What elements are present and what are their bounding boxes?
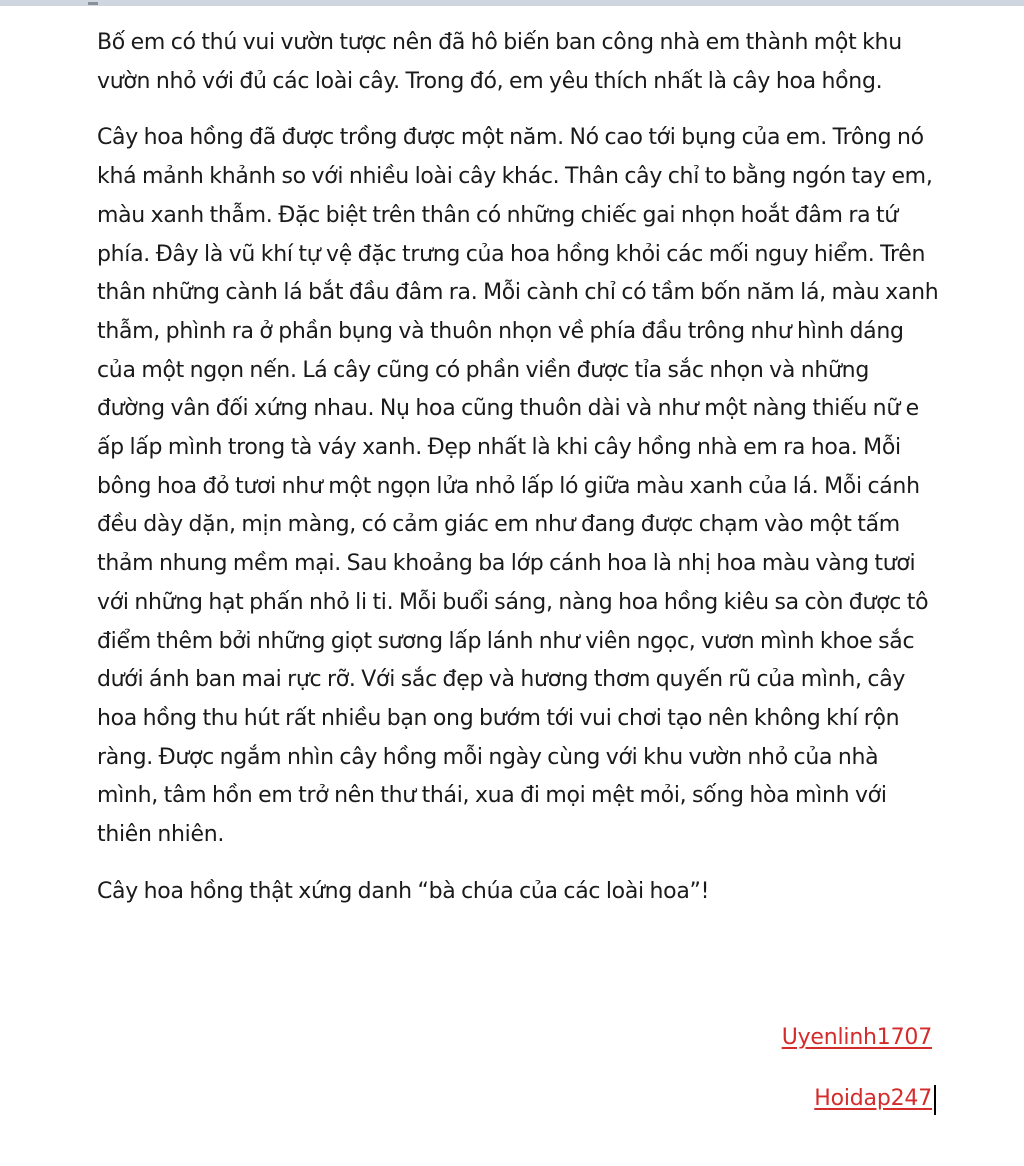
author-signature-link[interactable]: Uyenlinh1707 <box>781 1025 932 1050</box>
paragraph-intro: Bố em có thú vui vườn tược nên đã hô biến ban công nhà em thành một khu vườn nhỏ với đủ các loài cây. Trong đó, em yêu thích nhất là cây hoa hồng. <box>97 30 902 94</box>
text-cursor <box>934 1085 936 1115</box>
signature-block <box>782 1024 932 1113</box>
document-body <box>97 24 942 911</box>
window-top-edge <box>0 0 1024 6</box>
paragraph-description: Cây hoa hồng đã được trồng được một năm. Nó cao tới bụng của em. Trông nó khá mảnh khảnh so với nhiều loài cây khác. Thân cây chỉ to bằng ngón tay em, màu xanh thẫm. Đặc biệt trên thân có những chiếc gai nhọn hoắt đâm ra tứ phía. Đây là vũ khí tự vệ đặc trưng của hoa hồng khỏi các mối nguy hiểm. Trên thân những cành lá bắt đầu đâm ra. Mỗi cành chỉ có tầm bốn năm lá, màu xanh thẫm, phình ra ở phần bụng và thuôn nhọn về phía đầu trông như hình dáng của một ngọn nến. Lá cây cũng có phần viền được tỉa sắc nhọn và những đường vân đối xứng nhau. Nụ hoa cũng thuôn dài và như một nàng thiếu nữ e ấp lấp mình trong tà váy xanh. Đẹp nhất là khi cây hồng nhà em ra hoa. Mỗi bông hoa đỏ tươi như một ngọn lửa nhỏ lấp ló giữa màu xanh của lá. Mỗi cánh đều dày dặn, mịn màng, có cảm giác em như đang được chạm vào một tấm thảm nhung mềm mại. Sau khoảng ba lớp cánh hoa là nhị hoa màu vàng tươi với những hạt phấn nhỏ li ti. Mỗi buổi sáng, nàng hoa hồng kiêu sa còn được tô điểm thêm bởi những giọt sương lấp lánh như viên ngọc, vươn mình khoe sắc dưới ánh ban mai rực rỡ. Với sắc đẹp và hương thơm quyến rũ của mình, cây hoa hồng thu hút rất nhiều bạn ong bướm tới vui chơi tạo nên không khí rộn ràng. Được ngắm nhìn cây hồng mỗi ngày cùng với khu vườn nhỏ của nhà mình, tâm hồn em trở nên thư thái, xua đi mọi mệt mỏi, sống hòa mình với thiên nhiên. <box>97 125 939 848</box>
paragraph-conclusion: Cây hoa hồng thật xứng danh “bà chúa của các loài hoa”! <box>97 878 710 904</box>
site-signature-link[interactable]: Hoidap247 <box>814 1086 932 1111</box>
